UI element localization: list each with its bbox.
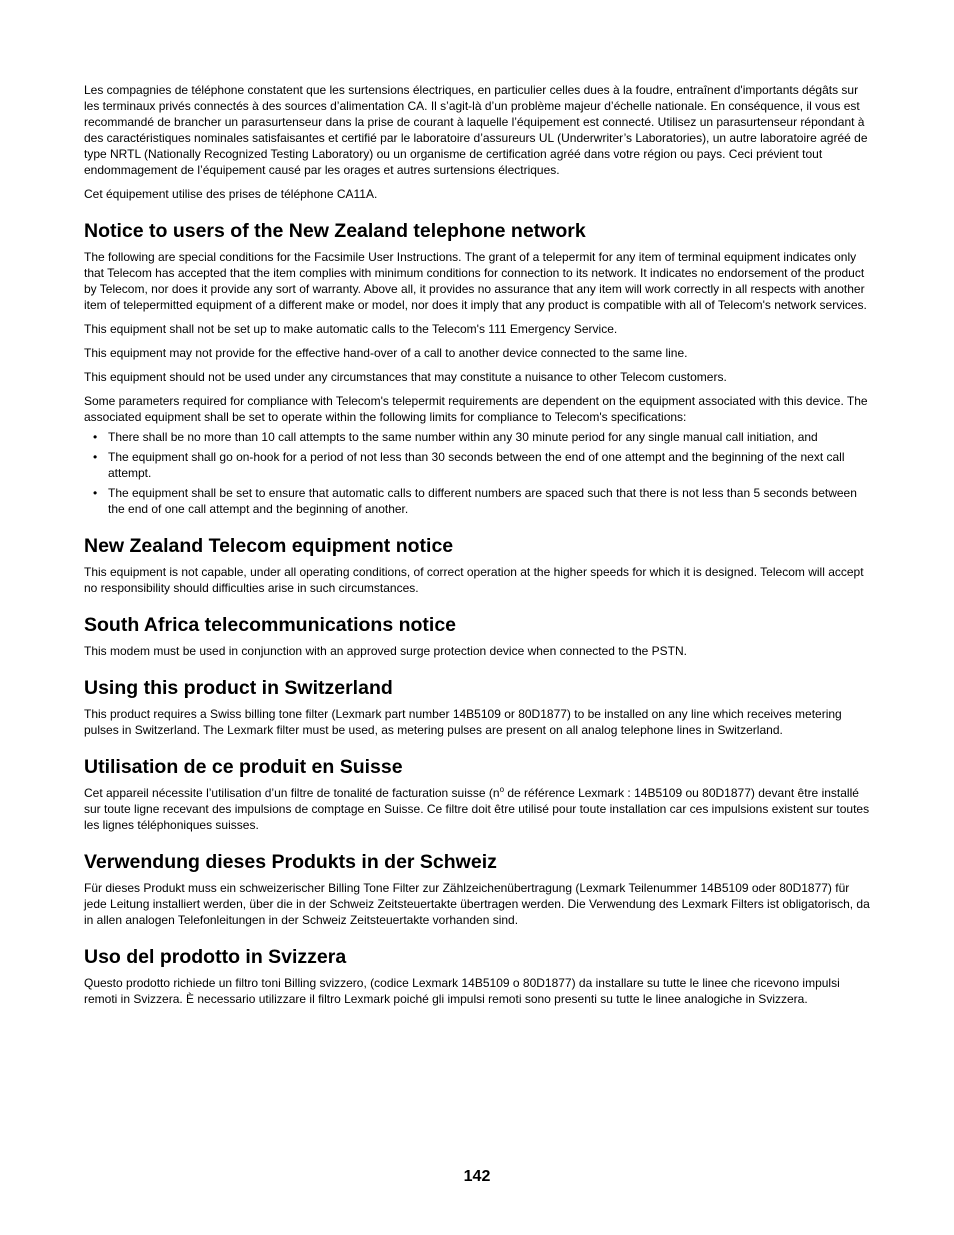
bullet-icon: • bbox=[93, 486, 98, 500]
list-item-text: There shall be no more than 10 call attempts to the same number within any 30 minute period for any single manual call initiation, and bbox=[108, 430, 818, 444]
list-item-text: The equipment shall be set to ensure that automatic calls to different numbers are spaced such that there is not less than 5 seconds between the end of one call attempt and the beginning of another. bbox=[108, 486, 857, 516]
nz-equipment-heading: New Zealand Telecom equipment notice bbox=[84, 535, 454, 557]
nz-network-paragraph-5: Some parameters required for compliance with Telecom's telepermit requirements are dependent on the equipment associated with this device. The associated equipment shall be set to operate within the following limits for compliance to Telecom's specifications: bbox=[84, 394, 868, 424]
nz-network-paragraph-2: This equipment shall not be set up to make automatic calls to the Telecom's 111 Emergency Service. bbox=[84, 322, 618, 336]
switzerland-en-paragraph: This product requires a Swiss billing tone filter (Lexmark part number 14B5109 or 80D1877) to be installed on any line which receives metering pulses in Switzerland. The Lexmark filter must be used, as metering pulses are present on all analog telephone lines in Switzerland. bbox=[84, 707, 842, 737]
switzerland-fr-text-a: Cet appareil nécessite l’utilisation d’un filtre de tonalité de facturation suisse (n bbox=[84, 786, 500, 800]
bullet-icon: • bbox=[93, 450, 98, 464]
list-item bbox=[84, 429, 872, 445]
south-africa-heading: South Africa telecommunications notice bbox=[84, 614, 457, 636]
superscript-o: o bbox=[499, 785, 505, 794]
nz-network-paragraph-4: This equipment should not be used under any circumstances that may constitute a nuisance to other Telecom customers. bbox=[84, 370, 727, 384]
list-item bbox=[84, 449, 872, 481]
page-number: 142 bbox=[463, 1168, 491, 1185]
switzerland-de-heading: Verwendung dieses Produkts in der Schweiz bbox=[84, 851, 497, 873]
bullet-icon: • bbox=[93, 430, 98, 444]
nz-equipment-paragraph: This equipment is not capable, under all operating conditions, of correct operation at the higher speeds for which it is designed. Telecom will accept no responsibility should difficulties arise in such circumstances. bbox=[84, 565, 864, 595]
switzerland-it-paragraph: Questo prodotto richiede un filtro toni Billing svizzero, (codice Lexmark 14B5109 o 80D1877) da installare su tutte le linee che ricevono impulsi remoti in Svizzera. È necessario utilizzare il filtro Lexmark poiché gli impulsi remoti sono presenti su tutte le linee analogiche in Svizzera. bbox=[84, 976, 840, 1006]
list-item-text: The equipment shall go on-hook for a period of not less than 30 seconds between the end of one attempt and the beginning of the next call attempt. bbox=[108, 450, 845, 480]
switzerland-en-heading: Using this product in Switzerland bbox=[84, 677, 393, 699]
intro-paragraph-1: Les compagnies de téléphone constatent que les surtensions électriques, en particulier celles dues à la foudre, entraînent d'importants dégâts sur les terminaux privés connectés à des sources d’alimentation CA. Il s’agit-là d’un problème majeur d’échelle nationale. En conséquence, il vous est recommandé de brancher un parasurtenseur dans la prise de courant à laquelle l’équipement est connecté. Utilisez un parasurtenseur répondant à des caractéristiques nominales satisfaisantes et certifié par le laboratoire d’assureurs UL (Underwriter’s Laboratories), un autre laboratoire agréé de type NRTL (Nationally Recognized Testing Laboratory) ou un organisme de certification agréé dans votre région ou pays. Ceci prévient tout endommagement de l’équipement causé par les orages et autres surtensions électriques. bbox=[84, 83, 868, 177]
page-content bbox=[84, 82, 872, 1015]
nz-network-heading: Notice to users of the New Zealand telephone network bbox=[84, 220, 586, 242]
switzerland-fr-heading: Utilisation de ce produit en Suisse bbox=[84, 756, 403, 778]
switzerland-fr-text-b: de référence Lexmark : 14B5109 ou 80D1877) devant être installé sur toute ligne recevant des impulsions de comptage en Suisse. Ce filtre doit être utilisé pour toute installation car ces impulsions existent sur toutes les lignes téléphoniques suisses. bbox=[84, 786, 870, 832]
intro-paragraph-2: Cet équipement utilise des prises de téléphone CA11A. bbox=[84, 187, 378, 201]
nz-network-paragraph-1: The following are special conditions for the Facsimile User Instructions. The grant of a telepermit for any item of terminal equipment indicates only that Telecom has accepted that the item complies with minimum conditions for connection to its network. It indicates no endorsement of the product by Telecom, nor does it provide any sort of warranty. Above all, it provides no assurance that any item will work correctly in all respects with another item of telepermitted equipment of a different make or model, nor does it imply that any product is compatible with all of Telecom's network services. bbox=[84, 250, 867, 312]
nz-network-paragraph-3: This equipment may not provide for the effective hand-over of a call to another device connected to the same line. bbox=[84, 346, 688, 360]
switzerland-it-heading: Uso del prodotto in Svizzera bbox=[84, 946, 347, 968]
south-africa-paragraph: This modem must be used in conjunction with an approved surge protection device when connected to the PSTN. bbox=[84, 644, 688, 658]
nz-network-bullet-list bbox=[84, 429, 872, 517]
list-item bbox=[84, 485, 872, 517]
switzerland-de-paragraph: Für dieses Produkt muss ein schweizerischer Billing Tone Filter zur Zählzeichenübertragung (Lexmark Teilenummer 14B5109 oder 80D1877) für jede Leitung installiert werden, über die in der Schweiz Zeitsteuertakte übertragen werden. Die Verwendung des Lexmark Filters ist obligatorisch, da in allen analogen Telefonleitungen in der Schweiz Zeitsteuertakte vorhanden sind. bbox=[84, 881, 870, 927]
switzerland-fr-paragraph bbox=[84, 785, 872, 833]
